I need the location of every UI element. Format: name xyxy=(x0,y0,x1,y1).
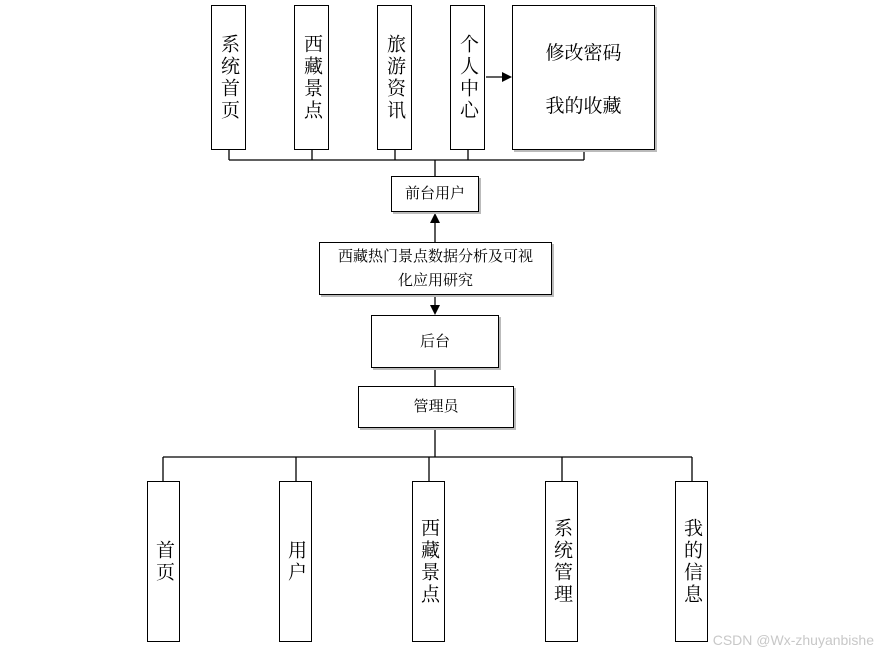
system-title-box xyxy=(319,242,552,295)
front-module-home: 系统首页 xyxy=(211,5,246,150)
front-module-tibet-spots: 西藏景点 xyxy=(294,5,329,150)
back-module-home: 首页 xyxy=(147,481,180,642)
back-box: 后台 xyxy=(371,315,499,368)
change-password-label: 修改密码 xyxy=(545,41,622,64)
back-module-users: 用户 xyxy=(279,481,312,642)
back-module-my-info: 我的信息 xyxy=(675,481,708,642)
front-module-personal-center: 个人中心 xyxy=(450,5,485,150)
my-favorites-label: 我的收藏 xyxy=(545,94,622,117)
admin-box: 管理员 xyxy=(358,386,514,428)
system-title: 西藏热门景点数据分析及可视化应用研究 xyxy=(337,247,533,289)
front-module-travel-news: 旅游资讯 xyxy=(377,5,412,150)
watermark: CSDN @Wx-zhuyanbishe xyxy=(712,632,874,648)
back-module-system-management: 系统管理 xyxy=(545,481,578,642)
personal-center-submenu xyxy=(512,5,655,150)
front-user-box: 前台用户 xyxy=(391,176,479,212)
back-module-tibet-spots: 西藏景点 xyxy=(412,481,445,642)
